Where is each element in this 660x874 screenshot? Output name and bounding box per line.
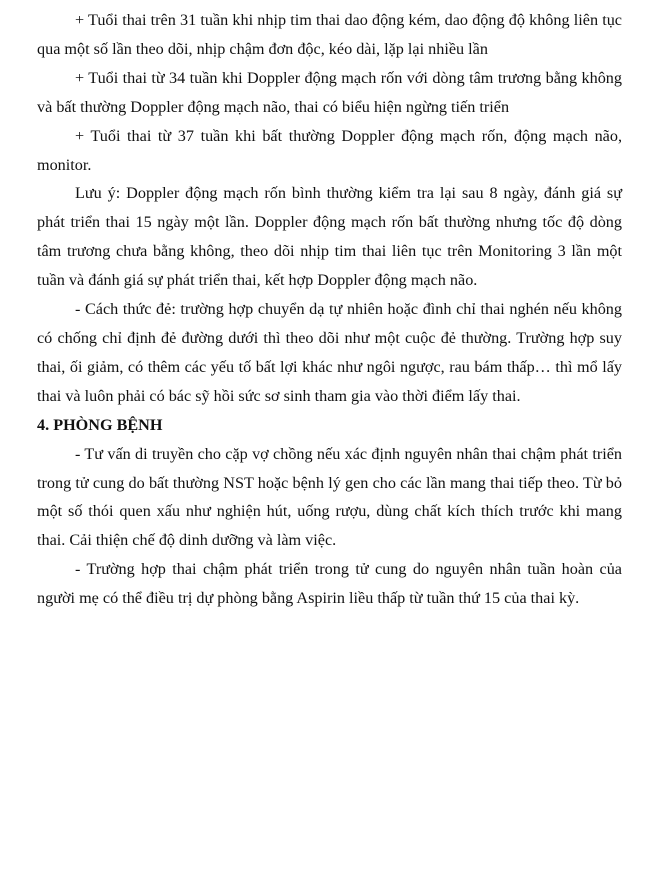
paragraph-gestational-age-34-weeks: + Tuổi thai từ 34 tuần khi Doppler động mạch rốn với dòng tâm trương bằng không và bất thường Doppler động mạch não, thai có biểu hiện ngừng tiến triển [37,68,622,116]
paragraph-gestational-age-31-weeks: + Tuổi thai trên 31 tuần khi nhịp tim thai dao động kém, dao động độ không liên tục qua một số lần theo dõi, nhịp chậm đơn độc, kéo dài, lặp lại nhiều lần [37,11,622,58]
document-page [37,6,622,613]
paragraph-note-doppler: Lưu ý: Doppler động mạch rốn bình thường kiểm tra lại sau 8 ngày, đánh giá sự phát triển thai 15 ngày một lần. Doppler động mạch rốn bất thường nhưng tốc độ dòng tâm trương chưa bằng không, theo dõi nhịp tim thai liên tục trên Monitoring 3 lần một tuần và đánh giá sự phát triển thai, kết hợp Doppler động mạch não. [37,184,622,290]
paragraph-gestational-age-37-weeks: + Tuổi thai từ 37 tuần khi bất thường Doppler động mạch rốn, động mạch não, monitor. [37,126,622,174]
paragraph-aspirin-prevention: - Trường hợp thai chậm phát triển trong tử cung do nguyên nhân tuần hoàn của người mẹ có thể điều trị dự phòng bằng Aspirin liều thấp từ tuần thứ 15 của thai kỳ. [37,560,622,608]
section-heading-prevention: 4. PHÒNG BỆNH [37,415,163,434]
paragraph-delivery-method: - Cách thức đẻ: trường hợp chuyển dạ tự nhiên hoặc đình chỉ thai nghén nếu không có chống chỉ định đẻ đường dưới thì theo dõi như một cuộc đẻ thường. Trường hợp suy thai, ối giảm, có thêm các yếu tố bất lợi khác như ngôi ngược, rau bám thấp… thì mổ lấy thai và luôn phải có bác sỹ hồi sức sơ sinh tham gia vào thời điểm lấy thai. [37,300,622,405]
paragraph-genetic-counseling: - Tư vấn di truyền cho cặp vợ chồng nếu xác định nguyên nhân thai chậm phát triển trong tử cung do bất thường NST hoặc bệnh lý gen cho các lần mang thai tiếp theo. Từ bỏ một số thói quen xấu như nghiện hút, uống rượu, dùng chất kích thích trước khi mang thai. Cải thiện chế độ dinh dưỡng và làm việc. [37,444,622,550]
